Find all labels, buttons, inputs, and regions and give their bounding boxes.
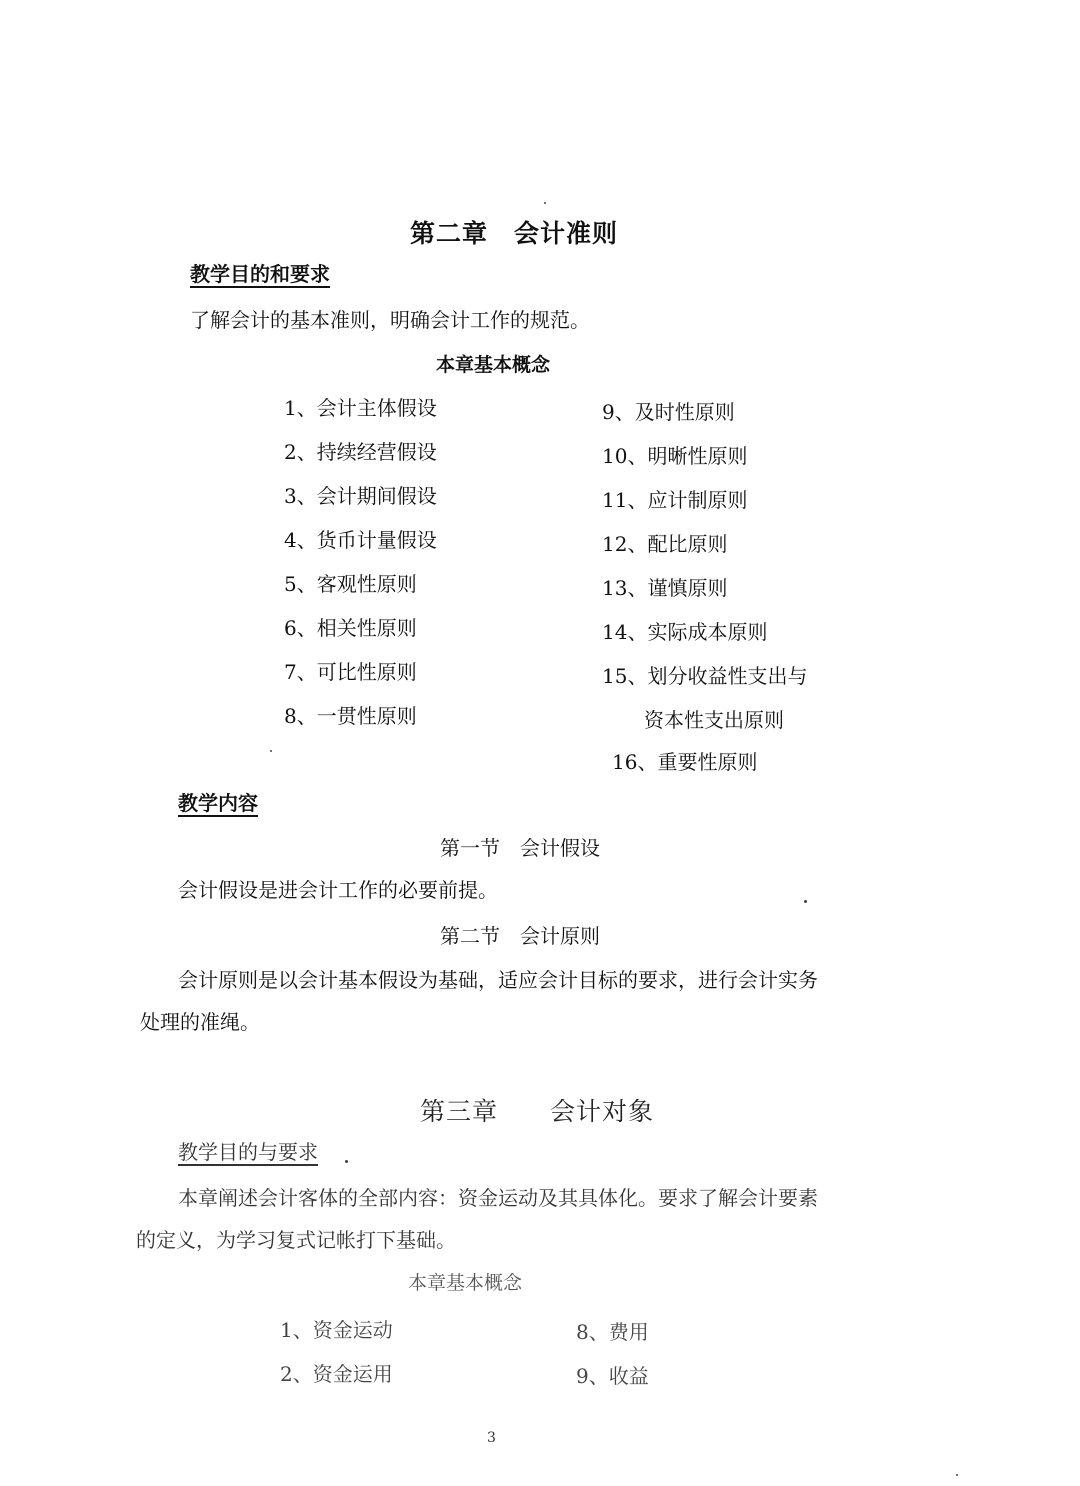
concept-item: 8、费用: [576, 1320, 649, 1344]
scan-speck: [345, 1160, 348, 1163]
concept-item: 9、及时性原则: [602, 400, 735, 424]
concept-item: 11、应计制原则: [602, 488, 748, 512]
chapter-3-objectives-text-line-1: 本章阐述会计客体的全部内容：资金运动及其具体化。要求了解会计要素: [178, 1186, 818, 1210]
scan-speck: [804, 900, 807, 903]
concept-item: 12、配比原则: [602, 532, 728, 556]
section-1-text: 会计假设是进会计工作的必要前提。: [178, 878, 498, 902]
concept-item: 1、资金运动: [280, 1318, 393, 1342]
concept-item: 2、资金运用: [280, 1362, 393, 1386]
concept-item: 8、一贯性原则: [284, 704, 417, 728]
concept-item-continuation: 资本性支出原则: [644, 708, 784, 732]
chapter-3-concepts-heading: 本章基本概念: [408, 1272, 523, 1294]
section-2-text-line-2: 处理的准绳。: [140, 1010, 260, 1034]
scan-speck: [270, 750, 272, 752]
concept-item: 7、可比性原则: [284, 660, 417, 684]
concept-item: 1、会计主体假设: [284, 396, 437, 420]
chapter-2-objectives-heading: 教学目的和要求: [190, 262, 330, 286]
chapter-2-title: 第二章 会计准则: [410, 219, 619, 248]
scan-speck: [956, 1474, 958, 1476]
chapter-2-content-heading: 教学内容: [178, 791, 258, 815]
concept-item: 15、划分收益性支出与: [602, 664, 808, 688]
concept-item: 16、重要性原则: [612, 750, 758, 774]
chapter-3-title: 第三章 会计对象: [420, 1097, 655, 1126]
concept-item: 3、会计期间假设: [284, 484, 437, 508]
concept-item: 5、客观性原则: [284, 572, 417, 596]
chapter-2-objectives-text: 了解会计的基本准则，明确会计工作的规范。: [190, 308, 590, 332]
page-number: 3: [487, 1430, 496, 1446]
section-2-title: 第二节 会计原则: [440, 924, 600, 948]
scan-speck: [544, 202, 546, 204]
concept-item: 4、货币计量假设: [284, 528, 437, 552]
concept-item: 13、谨慎原则: [602, 576, 728, 600]
concept-item: 10、明晰性原则: [602, 444, 748, 468]
concept-item: 9、收益: [576, 1364, 649, 1388]
section-2-text-line-1: 会计原则是以会计基本假设为基础，适应会计目标的要求，进行会计实务: [178, 968, 818, 992]
chapter-3-objectives-heading: 教学目的与要求: [178, 1140, 318, 1164]
concept-item: 14、实际成本原则: [602, 620, 768, 644]
concept-item: 6、相关性原则: [284, 616, 417, 640]
chapter-3-objectives-text-line-2: 的定义，为学习复式记帐打下基础。: [136, 1228, 456, 1252]
chapter-2-concepts-heading: 本章基本概念: [436, 354, 551, 376]
concept-item: 2、持续经营假设: [284, 440, 437, 464]
section-1-title: 第一节 会计假设: [440, 836, 600, 860]
